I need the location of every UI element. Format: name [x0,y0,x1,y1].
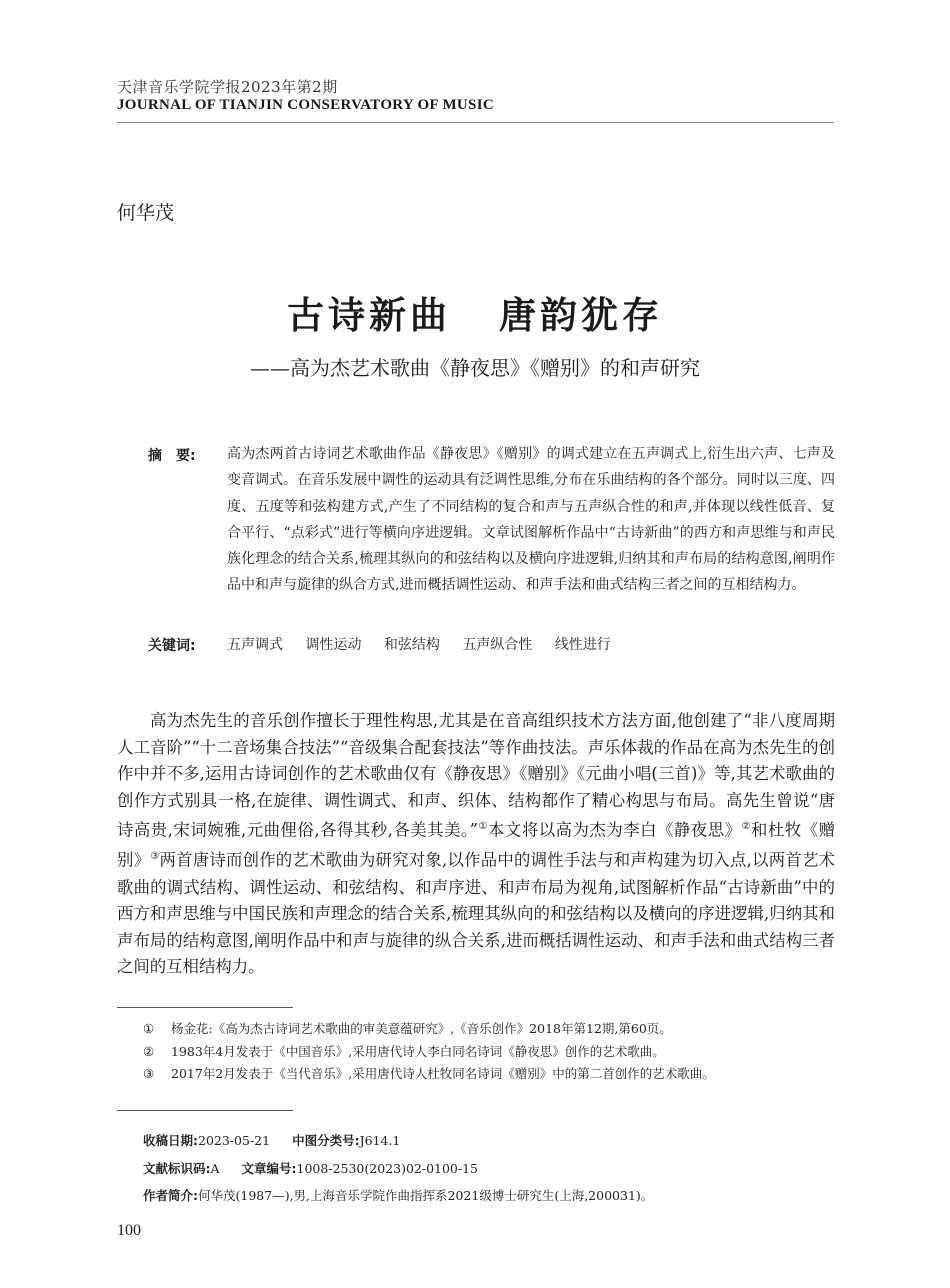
header-divider [117,122,834,123]
meta-divider [117,1110,293,1111]
abstract-label: 摘 要: [148,448,196,464]
page-number: 100 [117,1222,141,1239]
footnote-item [143,1041,843,1064]
clc-value: J614.1 [359,1133,401,1148]
page-subtitle: ——高为杰艺术歌曲《静夜思》《赠别》的和声研究 [250,356,700,380]
footnote-number: ① [143,1021,155,1036]
keywords-label: 关键词: [148,638,196,654]
footnote-item [143,1063,843,1086]
keywords-list [227,634,629,654]
doc-code-label: 文献标识码: [143,1161,211,1176]
abstract-text: 高为杰两首古诗词艺术歌曲作品《静夜思》《赠别》的调式建立在五声调式上,衍生出六声、七声及变音调式。在音乐发展中调性的运动具有泛调性思维,分布在乐曲结构的各个部分。同时以三度、四度、五度等和弦构建方式,产生了不同结构的复合和声与五声纵合性的和声,并体现以线性低音、复合平行、“点彩式”进行等横向序进逻辑。文章试图解析作品中“古诗新曲”的西方和声思维与和声民族化理念的结合关系,梳理其纵向的和弦结构以及横向序进逻辑,归纳其和声布局的结构意图,阐明作品中和声与旋律的纵合方式,进而概括调性运动、和声手法和曲式结构三者之间的互相结构力。 [227,446,835,594]
body-text-b: 本文将以高为杰为李白《静夜思》 [488,820,742,840]
keyword: 和弦结构 [383,637,440,653]
footnote-divider [117,1007,293,1008]
footnote-text: 2017年2月发表于《当代音乐》,采用唐代诗人杜牧同名诗词《赠别》中的第二首创作的艺术歌曲。 [171,1066,715,1081]
body-text-a: 高为杰先生的音乐创作擅长于理性构思,尤其是在音高组织技术方法方面,他创建了“非八度周期人工音阶”“十二音场集合技法”“音级集合配套技法”等作曲技法。声乐体裁的作品在高为杰先生的创作中并不多,运用古诗词创作的艺术歌曲仅有《静夜思》《赠别》《元曲小唱(三首)》等,其艺术歌曲的创作方式别具一格,在旋律、调性调式、和声、织体、结构都作了精心构思与布局。高先生曾说“唐诗高贵,宋词婉雅,元曲俚俗,各得其秒,各美其美。” [117,711,835,840]
journal-name-cn: 天津音乐学院学报2023年第2期 [117,78,338,96]
footnote-ref-3[interactable]: ③ [150,851,160,863]
clc-label: 中图分类号: [292,1133,360,1148]
body-text-c: 和杜牧《赠别》 [117,820,836,870]
body-paragraph [117,708,835,981]
body-text-d: 两首唐诗而创作的艺术歌曲为研究对象,以作品中的调性手法与和声构建为切入点,以两首艺术歌曲的调式结构、调性运动、和弦结构、和声序进、和声布局为视角,试图解析作品“古诗新曲”中的西方和声思维与中国民族和声理念的结合关系,梳理其纵向的和弦结构以及横向的序进逻辑,归纳其和声布局的结构意图,阐明作品中和声与旋律的纵合关系,进而概括调性运动、和声手法和曲式结构三者之间的互相结构力。 [117,850,836,977]
meta-author-bio-line [143,1186,843,1204]
page-title [0,285,950,339]
footnote-text: 杨金花:《高为杰古诗词艺术歌曲的审美意蕴研究》,《音乐创作》2018年第12期,第60页。 [171,1021,672,1036]
keyword: 五声调式 [227,637,283,653]
footnote-number: ③ [143,1066,155,1081]
received-label: 收稿日期: [143,1133,198,1148]
footnote-text: 1983年4月发表于《中国音乐》,采用唐代诗人李白同名诗词《静夜思》创作的艺术歌曲。 [171,1043,665,1059]
article-no-label: 文章编号: [241,1161,297,1176]
footnote-number: ② [143,1043,155,1059]
doc-code-value: A [210,1161,220,1176]
footnotes [143,1018,843,1086]
footnote-ref-1[interactable]: ① [478,821,489,833]
author-name: 何华茂 [117,202,175,224]
keyword: 调性运动 [305,637,362,653]
title-part-2: 唐韵犹存 [499,294,663,337]
keyword: 五声纵合性 [462,637,533,653]
received-value: 2023-05-21 [198,1133,271,1148]
footnote-item [143,1018,843,1041]
meta-code-line [143,1159,843,1177]
keyword: 线性进行 [554,637,611,653]
article-no-value: 1008-2530(2023)02-0100-15 [296,1161,479,1176]
footnote-ref-2[interactable]: ② [741,821,752,833]
meta-received-line [143,1131,843,1149]
journal-name-en: JOURNAL OF TIANJIN CONSERVATORY OF MUSIC [117,97,494,113]
author-bio-label: 作者简介: [143,1188,198,1203]
author-bio-value: 何华茂(1987—),男,上海音乐学院作曲指挥系2021级博士研究生(上海,200031)。 [198,1188,654,1203]
title-part-1: 古诗新曲 [287,294,451,337]
